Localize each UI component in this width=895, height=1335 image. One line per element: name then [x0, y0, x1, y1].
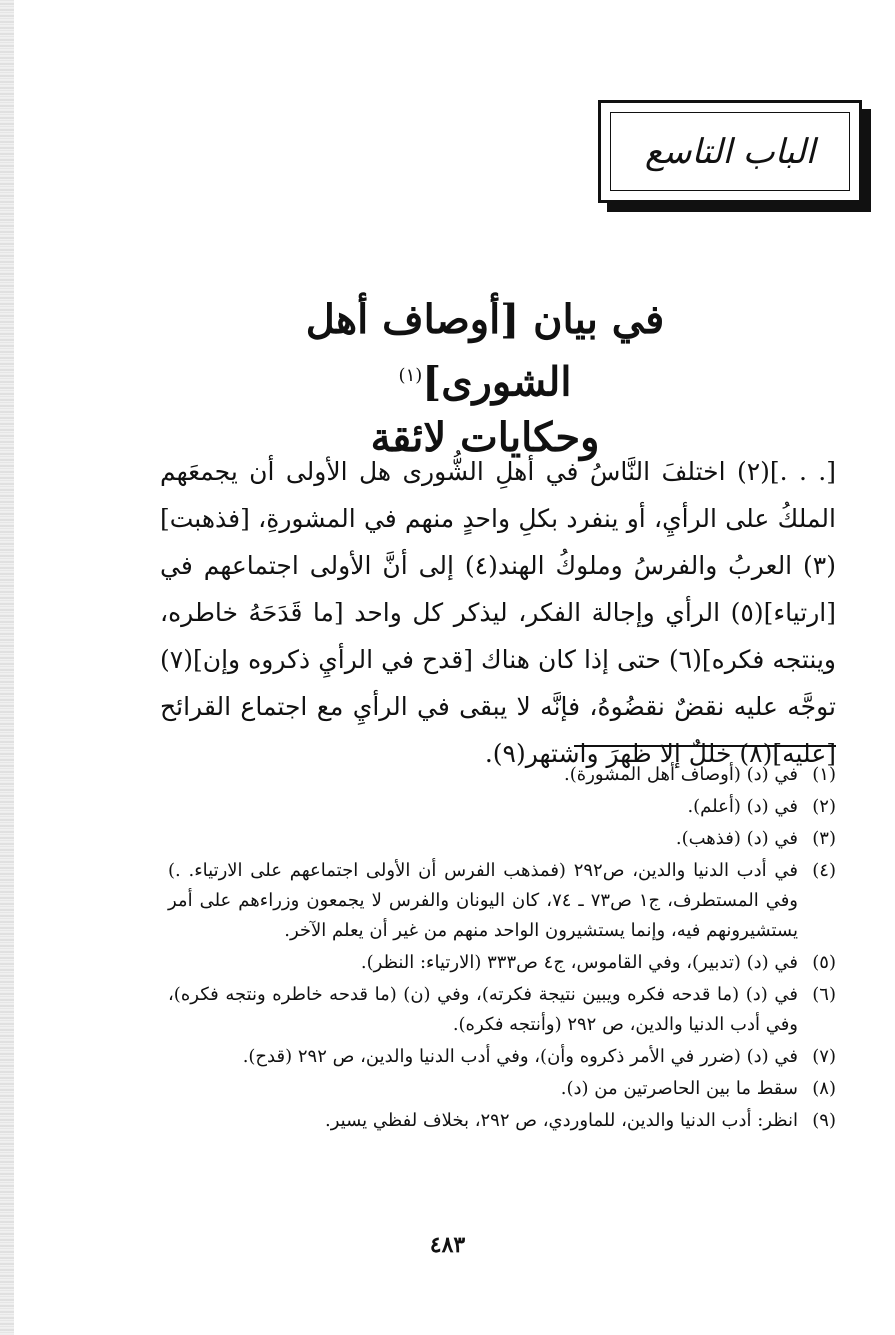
footnote [168, 948, 836, 978]
chapter-heading-box [598, 100, 862, 203]
footnote [168, 980, 836, 1040]
footnote-number: (٧) [812, 1046, 836, 1067]
footnote-text: في (د) (تدبير)، وفي القاموس، ج٤ ص٣٣٣ (الارتياء: النظر). [360, 952, 798, 973]
footnote [168, 824, 836, 854]
footnote-text: انظر: أدب الدنيا والدين، للماوردي، ص ٢٩٢، بخلاف لفظي يسير. [325, 1110, 798, 1131]
page-number: ٤٨٣ [429, 1232, 466, 1258]
footnote-text: في (د) (أوصاف أهل المشورة). [564, 764, 798, 785]
section-title-line-2: وحكايات لائقة [370, 414, 600, 462]
section-title-bracketed: [أوصاف أهل الشورى] [305, 296, 572, 406]
footnote-number: (٣) [812, 828, 836, 849]
footnotes [168, 760, 836, 1138]
footnote-text: في (د) (فذهب). [675, 828, 798, 849]
footnote [168, 1074, 836, 1104]
body-paragraph: [. . .](٢) اختلفَ النَّاسُ في أهلِ الشُّورى هل الأولى أن يجمعَهم الملكُ على الرأيِ، أو ينفرد بكلِ واحدٍ منهم في المشورةِ، [فذهبت](٣) العربُ والفرسُ وملوكُ الهند(٤) إلى أنَّ الأولى اجتماعهم في [ارتياء](٥) الرأي وإجالة الفكر، ليذكر كل واحد [ما قَدَحَهُ خاطره، وينتجه فكره](٦) حتى إذا كان هناك [قدح في الرأيِ ذكروه وإن](٧) توجَّه عليه نقضٌ نقضُوهُ، فإنَّه لا يبقى في الرأيِ مع اجتماع القرائح [عليه](٨) خللٌ إلا ظهرَ واشتهر(٩). [160, 457, 836, 768]
footnote-number: (١) [812, 764, 836, 785]
footnote-number: (٤) [812, 860, 836, 881]
footnote-text: في أدب الدنيا والدين، ص٢٩٢ (فمذهب الفرس أن الأولى اجتماعهم على الارتياء. .) وفي المستطرف، ج١ ص٧٣ ـ ٧٤، كان اليونان والفرس لا يجمعون وزراءهم على أمر يستشيرونهم فيه، وإنما يستشيرون الواحد منهم من غير أن يعلم الآخر. [168, 860, 799, 941]
footnote [168, 856, 836, 946]
footnote-number: (٥) [812, 952, 836, 973]
footnote [168, 760, 836, 790]
footnote-text: سقط ما بين الحاصرتين من (د). [560, 1078, 798, 1099]
footnote [168, 1106, 836, 1136]
footnote [168, 792, 836, 822]
footnote-divider [574, 745, 836, 747]
footnote-number: (٦) [812, 984, 836, 1005]
footnote-text: في (د) (ضرر في الأمر ذكروه وأن)، وفي أدب الدنيا والدين، ص ٢٩٢ (قدح). [242, 1046, 798, 1067]
section-title-prefix: في بيان [533, 296, 665, 343]
page-edge [0, 0, 14, 1335]
footnote-text: في (د) (أعلم). [687, 796, 798, 817]
footnote [168, 1042, 836, 1072]
section-title-footnote-ref: (١) [398, 365, 423, 386]
footnote-number: (٩) [812, 1110, 836, 1131]
chapter-heading: الباب التاسع [644, 131, 816, 172]
section-title-line-1 [250, 292, 720, 410]
section-title [250, 292, 720, 466]
footnote-text: في (د) (ما قدحه فكره ويبين نتيجة فكرته)، وفي (ن) (ما قدحه خاطره ونتجه فكره)، وفي أدب الدنيا والدين، ص ٢٩٢ (وأنتجه فكره). [168, 984, 798, 1035]
footnote-number: (٢) [812, 796, 836, 817]
body-text [160, 448, 836, 777]
footnote-number: (٨) [812, 1078, 836, 1099]
